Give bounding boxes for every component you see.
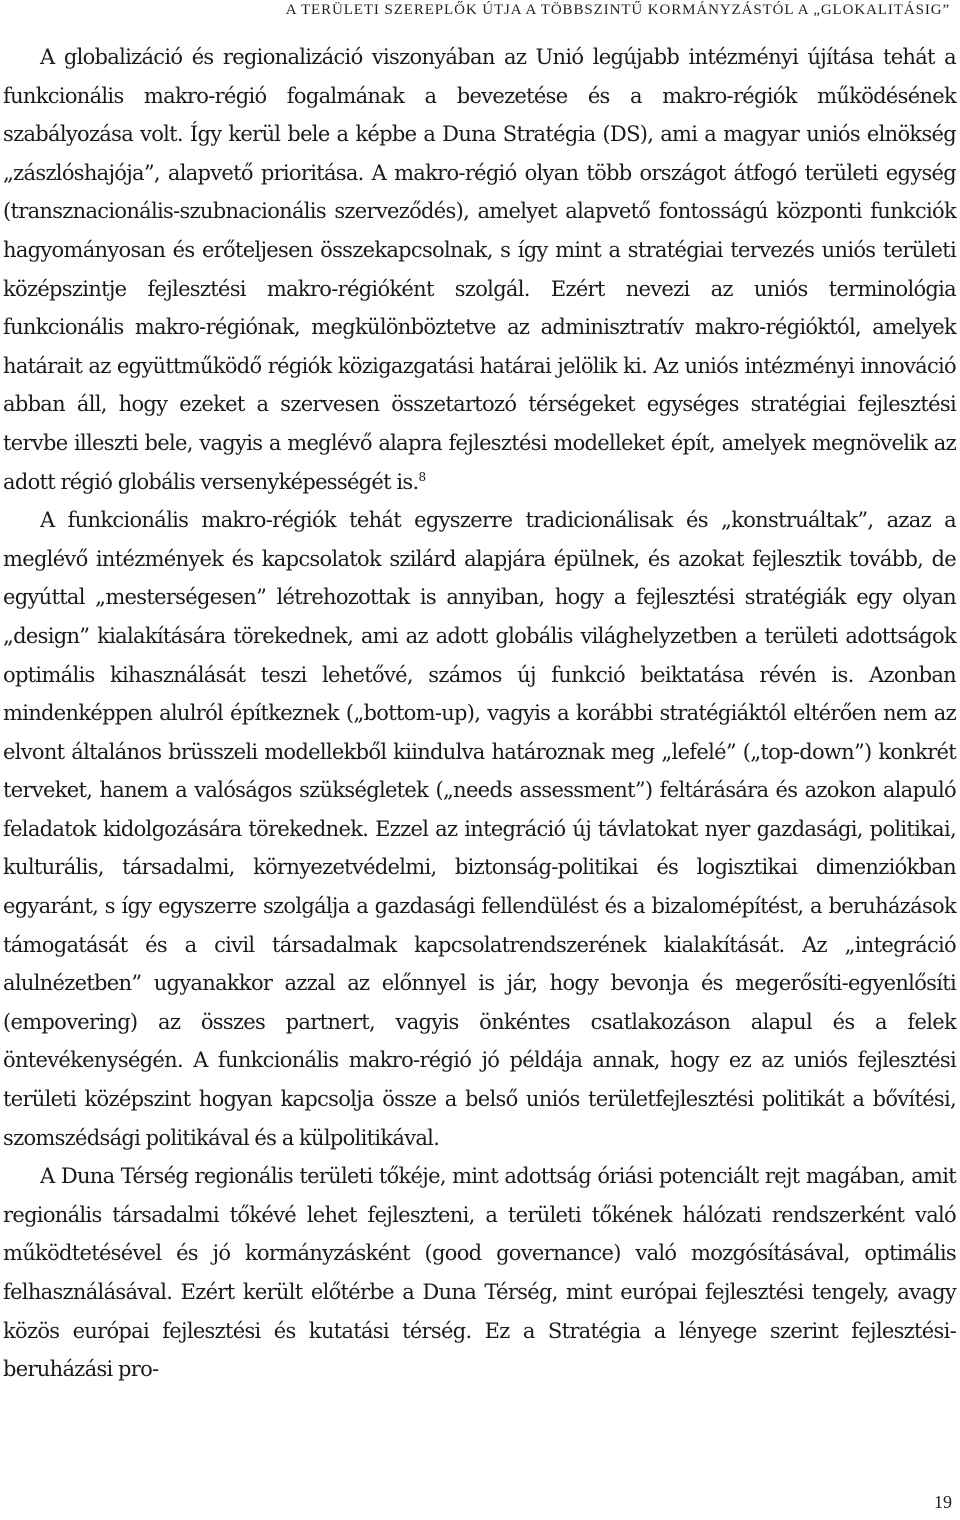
body-text <box>3 38 956 1389</box>
paragraph-text: A funkcionális makro-régiók tehát egyszerre tradicionálisak és „konstruáltak”, azaz a meglévő intézmények és kapcsolatok szilárd alapjára épülnek, és azokat fejlesztik tovább, de egyúttal „mesterségesen” létrehozottak is annyiban, hogy a fejlesztési stratégiák egy olyan „design” kialakítására törekednek, ami az adott globális világhelyzetben a területi adottságok optimális kihasználását teszi lehetővé, számos új funkció beiktatása révén is. Azonban mindenképpen alulról építkeznek („bottom-up), vagyis a korábbi stratégiáktól eltérően nem az elvont általános brüsszeli modellekből kiindulva határoznak meg „lefelé” („top-down”) konkrét terveket, hanem a valóságos szükségletek („needs assessment”) feltárására és azokon alapuló feladatok kidolgozására törekednek. Ezzel az integráció új távlatokat nyer gazdasági, politikai, kulturális, társadalmi, környezetvédelmi, biztonság-politikai és logisztikai dimenziókban egyaránt, s így egyszerre szolgálja a gazdasági fellendülést és a bizalomépítést, a beruházások támogatását és a civil társadalmak kapcsolatrendszerének kialakítását. Az „integráció alulnézetben” ugyanakkor azzal az előnnyel is jár, hogy bevonja és megerősíti-egyenlősíti (empovering) az összes partnert, vagyis önkéntes csatlakozáson alapul és a felek öntevékenységén. A funkcionális makro-régió jó példája annak, hogy ez az uniós fejlesztési területi középszint hogyan kapcsolja össze a belső uniós területfejlesztési politikát a bővítési, szomszédsági politikával és a külpolitikával. <box>3 508 956 1150</box>
paragraph <box>3 38 956 501</box>
footnote-reference[interactable]: 8 <box>418 469 427 484</box>
paragraph-text: A Duna Térség regionális területi tőkéje, mint adottság óriási potenciált rejt magában, amit regionális társadalmi tőkévé lehet fejleszteni, a területi tőkének hálózati rendszerként való működtetésével és jó kormányzásként (good governance) való mozgósításával, optimális felhasználásával. Ezért került előtérbe a Duna Térség, mint európai fejlesztési tengely, avagy közös európai fejlesztési és kutatási térség. Ez a Stratégia a lényege szerint fejlesztési-beruházási pro- <box>3 1164 956 1382</box>
paragraph <box>3 501 956 1157</box>
paragraph-text: A globalizáció és regionalizáció viszonyában az Unió legújabb intézményi újítása tehát a funkcionális makro-régió fogalmának a bevezetése és a makro-régiók működésének szabályozása volt. Így kerül bele a képbe a Duna Stratégia (DS), ami a magyar uniós elnökség „zászlóshajója”, alapvető prioritása. A makro-régió olyan több országot átfogó területi egység (transznacionális-szubnacionális szerveződés), amelyet alapvető fontosságú központi funkciók hagyományosan és erőteljesen összekapcsolnak, s így mint a stratégiai tervezés uniós területi középszintje fejlesztési makro-régióként szolgál. Ezért nevezi az uniós terminológia funkcionális makro-régiónak, megkülönböztetve az adminisztratív makro-régióktól, amelyek határait az együttműködő régiók közigazgatási határai jelölik ki. Az uniós intézményi innováció abban áll, hogy ezeket a szervesen összetartozó térségeket egységes stratégiai fejlesztési tervbe illeszti bele, vagyis a meglévő alapra fejlesztési modelleket épít, amelyek megnövelik az adott régió globális versenyképességét is. <box>3 45 956 494</box>
page-number: 19 <box>934 1492 952 1512</box>
paragraph <box>3 1157 956 1389</box>
running-header: A TERÜLETI SZEREPLŐK ÚTJA A TÖBBSZINTŰ KORMÁNYZÁSTÓL A „GLOKALITÁSIG” <box>285 2 950 18</box>
